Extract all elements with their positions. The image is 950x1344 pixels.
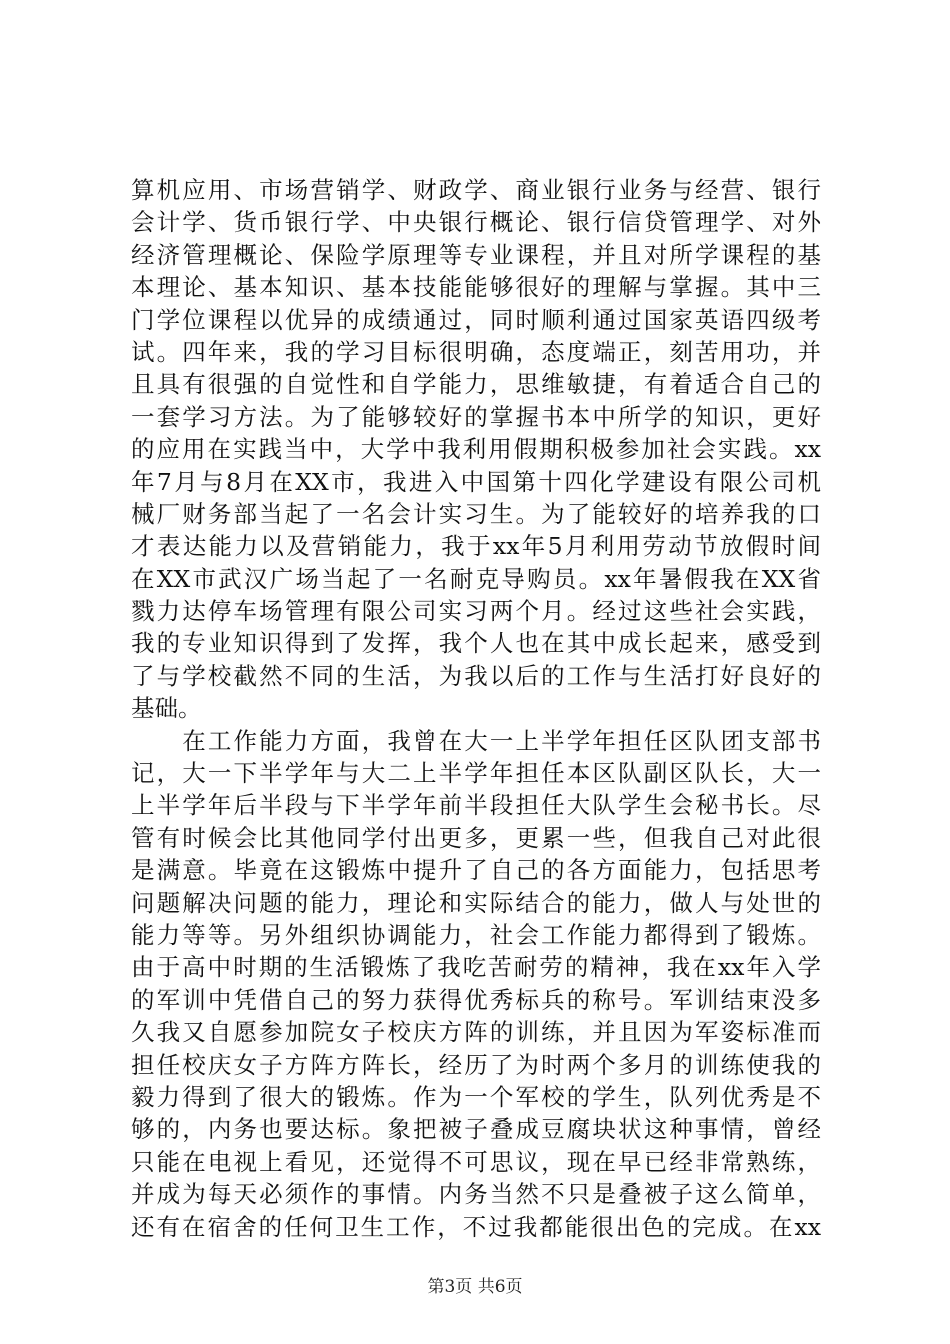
text-line: 能力等等。另外组织协调能力，社会工作能力都得到了锻炼。 xyxy=(131,920,821,949)
text-line: 了与学校截然不同的生活，为我以后的工作与生活打好良好的 xyxy=(131,661,821,690)
text-line: 我的专业知识得到了发挥，我个人也在其中成长起来，感受到 xyxy=(131,629,821,658)
text-line: 够的，内务也要达标。象把被子叠成豆腐块状这种事情，曾经 xyxy=(131,1115,821,1144)
text-line: 会计学、货币银行学、中央银行概论、银行信贷管理学、对外 xyxy=(131,208,821,237)
text-line: 年7月与8月在XX市，我进入中国第十四化学建设有限公司机 xyxy=(131,467,821,496)
text-line: 在XX市武汉广场当起了一名耐克导购员。xx年暑假我在XX省 xyxy=(131,564,821,593)
text-line: 担任校庆女子方阵方阵长，经历了为时两个多月的训练使我的 xyxy=(131,1050,821,1079)
page-footer: 第3页 共6页 xyxy=(427,1277,523,1297)
text-line: 还有在宿舍的任何卫生工作，不过我都能很出色的完成。在xx xyxy=(131,1212,821,1241)
text-line: 只能在电视上看见，还觉得不可思议，现在早已经非常熟练， xyxy=(131,1147,821,1176)
text-line: 算机应用、市场营销学、财政学、商业银行业务与经营、银行 xyxy=(131,176,821,204)
text-line: 基础。 xyxy=(131,694,202,723)
text-line: 的应用在实践当中，大学中我利用假期积极参加社会实践。xx xyxy=(131,435,821,464)
text-line: 久我又自愿参加院女子校庆方阵的训练，并且因为军姿标准而 xyxy=(131,1018,821,1047)
text-line: 在工作能力方面，我曾在大一上半学年担任区队团支部书 xyxy=(131,726,821,755)
text-line: 并成为每天必须作的事情。内务当然不只是叠被子这么简单， xyxy=(131,1180,821,1209)
text-line: 问题解决问题的能力，理论和实际结合的能力，做人与处世的 xyxy=(131,888,821,917)
text-line: 试。四年来，我的学习目标很明确，态度端正，刻苦用功，并 xyxy=(131,337,821,366)
text-line: 由于高中时期的生活锻炼了我吃苦耐劳的精神，我在xx年入学 xyxy=(131,953,821,982)
text-line: 管有时候会比其他同学付出更多，更累一些，但我自己对此很 xyxy=(131,823,821,852)
text-line: 毅力得到了很大的锻炼。作为一个军校的学生，队列优秀是不 xyxy=(131,1082,821,1111)
text-line: 戮力达停车场管理有限公司实习两个月。经过这些社会实践， xyxy=(131,597,821,626)
text-line: 械厂财务部当起了一名会计实习生。为了能较好的培养我的口 xyxy=(131,499,821,528)
text-line: 本理论、基本知识、基本技能能够很好的理解与掌握。其中三 xyxy=(131,273,821,302)
text-line: 一套学习方法。为了能够较好的掌握书本中所学的知识，更好 xyxy=(131,402,821,431)
text-line: 的军训中凭借自己的努力获得优秀标兵的称号。军训结束没多 xyxy=(131,985,821,1014)
text-line: 记，大一下半学年与大二上半学年担任本区队副区队长，大一 xyxy=(131,759,821,788)
text-line: 是满意。毕竟在这锻炼中提升了自己的各方面能力，包括思考 xyxy=(131,856,821,885)
text-line: 门学位课程以优异的成绩通过，同时顺利通过国家英语四级考 xyxy=(131,305,821,334)
text-line: 上半学年后半段与下半学年前半段担任大队学生会秘书长。尽 xyxy=(131,791,821,820)
text-line: 经济管理概论、保险学原理等专业课程，并且对所学课程的基 xyxy=(131,240,821,269)
document-body xyxy=(131,174,821,1243)
text-line: 才表达能力以及营销能力，我于xx年5月利用劳动节放假时间 xyxy=(131,532,821,561)
text-line: 且具有很强的自觉性和自学能力，思维敏捷，有着适合自己的 xyxy=(131,370,821,399)
